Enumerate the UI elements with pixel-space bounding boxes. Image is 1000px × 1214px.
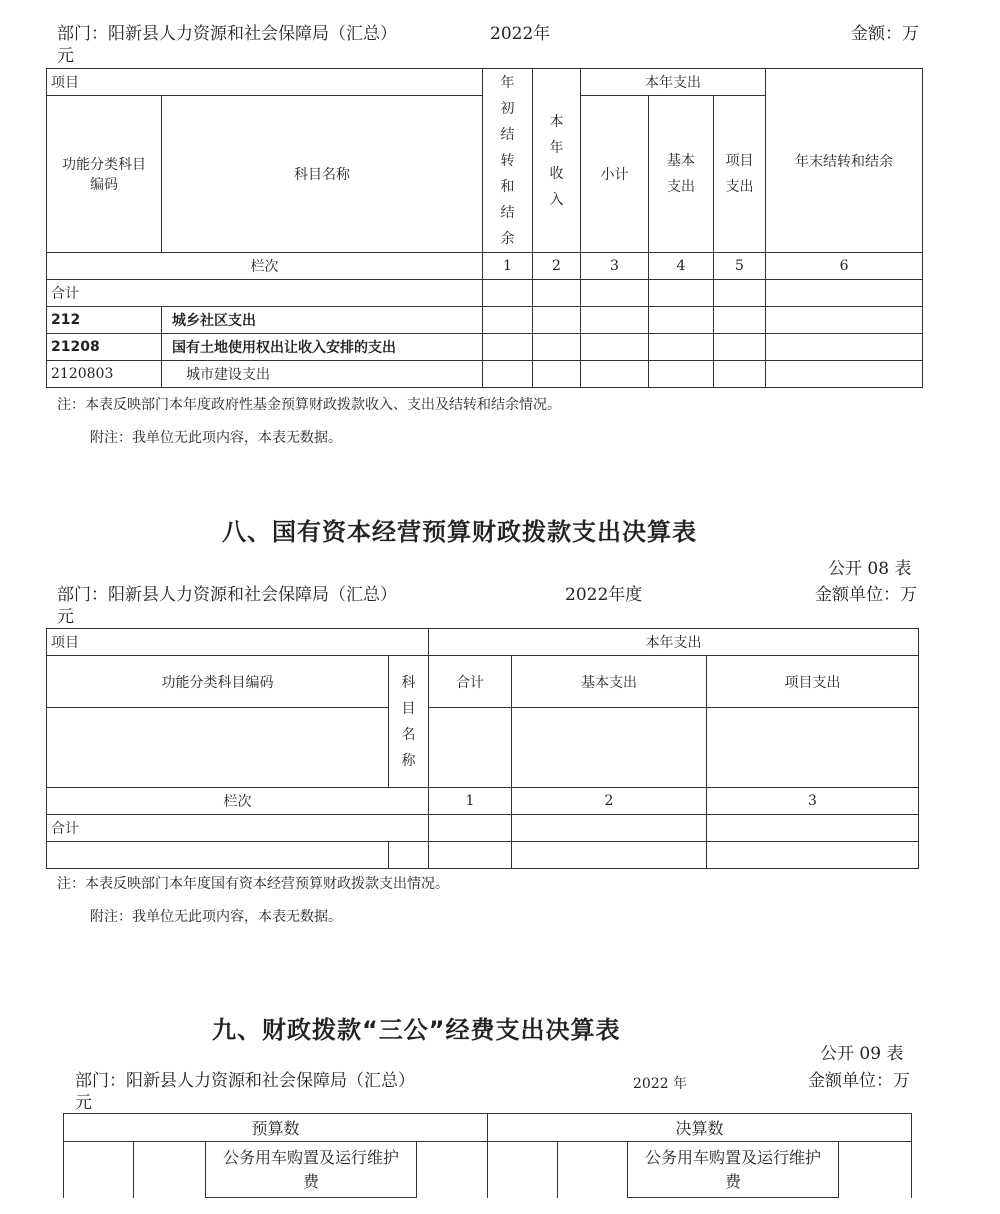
col-num-4: 4 xyxy=(649,253,714,280)
col-num-6: 6 xyxy=(766,253,923,280)
dept-label-7: 部门：阳新县人力资源和社会保障局（汇总） xyxy=(57,24,397,44)
note-8: 注：本表反映部门本年度国有资本经营预算财政拨款支出情况。 xyxy=(57,876,449,892)
header-income: 本年收入 xyxy=(533,69,581,253)
header-final: 决算数 xyxy=(488,1114,912,1142)
table-code-9: 公开 09 表 xyxy=(820,1044,904,1064)
year-label-7: 2022年 xyxy=(490,24,551,44)
header-begin-balance: 年初结转和结余 xyxy=(483,69,533,253)
row-code: 2120803 xyxy=(47,361,162,388)
three-public-expense-table xyxy=(63,1113,912,1198)
header-vehicle-budget: 公务用车购置及运行维护费 xyxy=(206,1142,417,1198)
header-basic: 基本支出 xyxy=(649,96,714,253)
year-label-9: 2022 年 xyxy=(633,1076,688,1092)
note2-7: 附注：我单位无此项内容，本表无数据。 xyxy=(90,430,342,446)
row-name: 城乡社区支出 xyxy=(162,307,483,334)
header-project: 项目 xyxy=(47,629,429,656)
col-num-3: 3 xyxy=(707,788,919,815)
unit-label-9: 金额单位：万 xyxy=(808,1071,910,1091)
row-code: 21208 xyxy=(47,334,162,361)
col-num-5: 5 xyxy=(714,253,766,280)
header-total: 合计 xyxy=(429,656,512,708)
dept-label-wrap-8: 元 xyxy=(57,607,74,627)
unit-label-8: 金额单位：万 xyxy=(815,585,917,605)
col-num-2: 2 xyxy=(512,788,707,815)
header-budget: 预算数 xyxy=(64,1114,488,1142)
col-num-1: 1 xyxy=(429,788,512,815)
header-project-exp: 项目支出 xyxy=(714,96,766,253)
header-project: 项目 xyxy=(47,69,483,96)
year-label-8: 2022年度 xyxy=(565,585,643,605)
header-subtotal: 小计 xyxy=(581,96,649,253)
header-code: 功能分类科目编码 xyxy=(47,656,389,708)
table-row xyxy=(47,334,923,361)
header-expense: 本年支出 xyxy=(581,69,766,96)
table-code-8: 公开 08 表 xyxy=(828,559,912,579)
header-name: 科目名称 xyxy=(389,656,429,788)
row-name: 国有土地使用权出让收入安排的支出 xyxy=(162,334,483,361)
header-end-balance: 年末结转和结余 xyxy=(766,69,923,253)
dept-label-wrap-7: 元 xyxy=(57,46,74,66)
row-code: 212 xyxy=(47,307,162,334)
unit-label-7: 金额：万 xyxy=(851,24,919,44)
header-vehicle-final: 公务用车购置及运行维护费 xyxy=(628,1142,839,1198)
note2-8: 附注：我单位无此项内容，本表无数据。 xyxy=(90,909,342,925)
column-index-label: 栏次 xyxy=(47,253,483,280)
row-name: 城市建设支出 xyxy=(162,361,483,388)
note-7: 注：本表反映部门本年度政府性基金预算财政拨款收入、支出及结转和结余情况。 xyxy=(57,397,561,413)
header-code: 功能分类科目编码 xyxy=(47,96,162,253)
state-capital-table xyxy=(46,628,919,869)
total-row-label: 合计 xyxy=(47,815,429,842)
table-row xyxy=(47,307,923,334)
dept-label-9: 部门：阳新县人力资源和社会保障局（汇总） xyxy=(75,1071,415,1091)
dept-label-wrap-9: 元 xyxy=(75,1093,92,1113)
section-title-8: 八、国有资本经营预算财政拨款支出决算表 xyxy=(222,518,697,546)
col-num-3: 3 xyxy=(581,253,649,280)
header-name: 科目名称 xyxy=(162,96,483,253)
header-expense: 本年支出 xyxy=(429,629,919,656)
section-title-9: 九、财政拨款“三公”经费支出决算表 xyxy=(212,1016,621,1044)
total-row-label: 合计 xyxy=(47,280,483,307)
fund-budget-table xyxy=(46,68,923,388)
col-num-1: 1 xyxy=(483,253,533,280)
dept-label-8: 部门：阳新县人力资源和社会保障局（汇总） xyxy=(57,585,397,605)
header-basic: 基本支出 xyxy=(512,656,707,708)
col-num-2: 2 xyxy=(533,253,581,280)
header-project-exp: 项目支出 xyxy=(707,656,919,708)
column-index-label: 栏次 xyxy=(47,788,429,815)
table-row xyxy=(47,361,923,388)
